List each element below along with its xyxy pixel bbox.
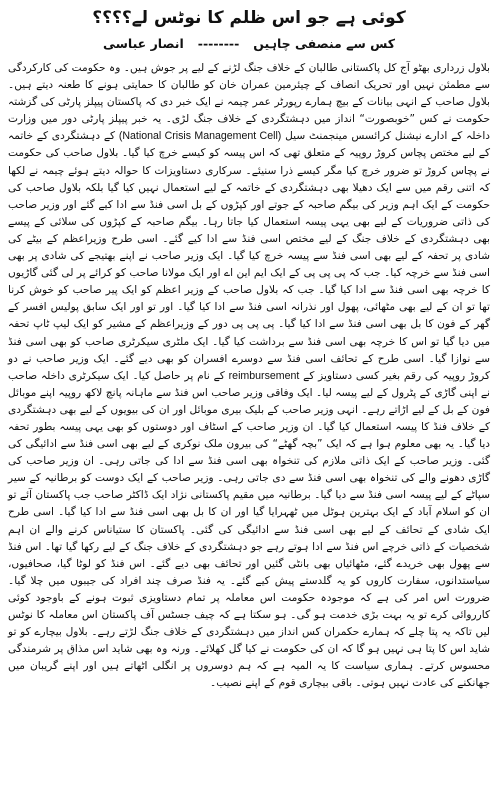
reimbursement-english-term: reimbursement [228, 369, 300, 382]
article-subtitle: کس سے منصفی چاہیں [253, 36, 396, 51]
ncmc-english-term: (National Crisis Management Cell) [118, 130, 282, 143]
article-text-segment: بلاول زرداری بھٹو آج کل پاکستانی طالبان کے خلاف جنگ لڑنے کے لیے پر جوش ہیں۔ وہ حکومت کی کارکردگی سے مطمئن نہیں اور تحریک انصاف کے چیئرمین عمران خان کو طالبان کا حمایتی ہونے کا طعنہ دیتے ہیں۔ بلاول صاحب کے انہی بیانات کے بیچ ہمارے رپورٹر عمر چیمہ نے ایک خبر دی کہ پاکستان پیپلز پارٹی کی گزشتہ حکومت نے کس ”خوبصورت“ انداز میں دہشتگردی کے خلاف جنگ لڑی۔ یہ خبر پیپلز پارٹی دور میں وزارت داخلہ کے ادارے نیشنل کرائسس مینجمنٹ سیل [8, 62, 491, 143]
article-author: انصار عباسی [102, 36, 184, 51]
article-body [8, 60, 490, 692]
article-paragraph [8, 60, 490, 692]
byline-row [8, 34, 490, 54]
article-headline: کوئی ہے جو اس ظلم کا نوٹس لے؟؟؟؟ [92, 8, 406, 28]
article-text-segment: کے نام پر حاصل کیا۔ ایک سیکرٹری داخلہ صاحب نے اپنی گاڑی کے پٹرول کے لیے پیسہ لیا۔ ایک وفاقی وزیر صاحب اس فنڈ سے ماہانہ پانچ لاکھ روپیہ اپنے موبائل فون کے بل کے لیے اڑاتے رہے۔ انہی وزیر صاحب کے بلیک بیری موبائل اور ان کی بیویوں کے لیے بھی دہشتگردی کے خلاف فنڈ کا پیسہ استعمال کیا گیا۔ ان وزیر صاحب کے اسٹاف اور دوستوں کو بھی یہی پیسہ بطور تحفہ دیا گیا۔ یہ بھی معلوم ہوا ہے کہ ایک ”بچہ گھٹے“ کی بیرون ملک نوکری کے لیے بھی اسی فنڈ سے ادائیگی کی گئی۔ وزیر صاحب کے ایک ذاتی ملازم کی تنخواہ بھی اسی فنڈ سے ادا کی جاتی رہی۔ ان وزیر صاحب کی گاڑی دھونے والے کی تنخواہ بھی اسی فنڈ سے دی جاتی رہی۔ وزیر صاحب کے ایک دوست کو برطانیہ کے سیر سپاٹے کے لیے پیسہ اسی فنڈ سے دیا گیا۔ برطانیہ میں مقیم پاکستانی نژاد ایک ڈاکٹر صاحب جب پاکستان آئے تو ان کو اسلام آباد کے ایک بہترین ہوٹل میں ٹھہرایا گیا اور ان کا بل بھی اسی فنڈ سے ادا کیا گیا۔ اسی طرح ایک شادی کے تحائف کے لیے بھی اسی فنڈ سے ادائیگی کی گئی۔ پاکستان کا ستیاناس کرنے والے ان اہم شخصیات کے ذاتی خرچے اس فنڈ سے ادا ہوتے رہے جو دہشتگردی کے خلاف جنگ کے لیے رکھا گیا تھا۔ اس فنڈ سے پھول بھی خریدے گئے، مٹھائیاں بھی بانٹی گئیں اور تحائف بھی دیے گئے۔ اس فنڈ کو لوٹا گیا، صحافیوں، سیاستدانوں، سفارت کاروں کو یہ گلدستے پیش کیے گئے۔ یہ فنڈ صرف چند افراد کی جیبوں میں چلا گیا۔ ضرورت اس امر کی ہے کہ موجودہ حکومت اس معاملہ پر تمام دستاویزی ثبوت ہونے کے باوجود کوئی کارروائی کرے تو یہ بہت بڑی خدمت ہو گی۔ ہو سکتا ہے کہ چیف جسٹس آف پاکستان اس معاملہ کا نوٹس لیں تاکہ یہ پتا چلے کہ ہمارے حکمران کس انداز میں دہشتگردی کے خلاف جنگ لڑتے رہے۔ بلاول بیچارے کو تو شاید اس کا پتا ہی نہیں ہو گا کہ ان کی حکومت نے کیا گل کھلائے۔ ورنہ وہ بھی شاید اس مذاق پر شرمندگی محسوس کرتے۔ ہماری سیاست کا یہ المیہ ہے کہ ہم دوسروں پر انگلی اٹھاتے ہیں اور اپنے گریبان میں جھانکنے کی عادت نہیں ہوتی۔ باقی بیچاری قوم کے اپنے نصیب۔ [8, 369, 490, 690]
byline-dashes: -------- [197, 36, 240, 51]
article-text-segment: کے دہشتگردی کے خاتمہ کے لیے مختص پچاس کروڑ روپیہ کے متعلق تھی کہ اس پیسہ کو کیسے خرچ کیا گیا۔ بلاول صاحب کی حکومت نے پچاس کروڑ تو ضرور خرچ کیا مگر کیسے ذرا سنیئے۔ سرکاری دستاویزات کا حوالہ دیتے ہوئے چیمہ نے لکھا کہ اتنی رقم میں سے ایک دھیلا بھی دہشتگردی کے خاتمہ کے لیے استعمال نہیں کیا گیا بلکہ بلاول صاحب کی حکومت کے ایک اہم وزیر کی بیگم صاحبہ کے جوتے اور کپڑوں کے بل اسی فنڈ سے ادا کیے گئے اور وزیر صاحب کی ذاتی ضروریات کے لیے بھی یہی پیسہ استعمال کیا جاتا رہا۔ بیگم صاحبہ کے کپڑوں کی سلائی کے پیسے بھی دہشتگردی کے خلاف جنگ کے لیے مختص اسی فنڈ سے ادا کیے گئے۔ اسی طرح وزیراعظم کے بیٹے کی شادی پر تحفہ کے لیے بھی اسی فنڈ سے پیسہ خرچ کیا گیا۔ ایک وزیر صاحب نے اپنے بھتیجے کی شادی پر بھی اسی فنڈ سے خرچہ کیا۔ جب کہ پی پی پی کے ایک ایم این اے اور ایک مولانا صاحب کو کرائے پر لی گئی گاڑیوں کا خرچہ بھی اسی فنڈ سے ادا کیا گیا۔ جب کہ بلاول صاحب کے وزیر اعظم کو ایک پیر صاحب کو خوش کرنا تھا تو ان کے لیے بھی مٹھائی، پھول اور نذرانہ اسی فنڈ سے ادا کیا گیا۔ اور تو اور ایک سابق پولیس افسر کے گھر کے فون کا بل بھی اسی فنڈ سے ادا کیا گیا۔ پی پی پی دور کے وزیراعظم کے مشیر کو ایک لیپ ٹاپ تحفہ میں دیا گیا تو اس کا خرچہ بھی اسی فنڈ سے برداشت کیا گیا۔ ایک ملٹری سیکرٹری صاحب کو بھی اسی فنڈ سے نوازا گیا۔ اسی طرح کے تحائف اسی فنڈ سے دوسرے افسران کو بھی دیے گئے۔ ایک وزیر صاحب نے دو کروڑ روپیہ کی رقم بغیر کسی دستاویز کے [8, 130, 491, 382]
